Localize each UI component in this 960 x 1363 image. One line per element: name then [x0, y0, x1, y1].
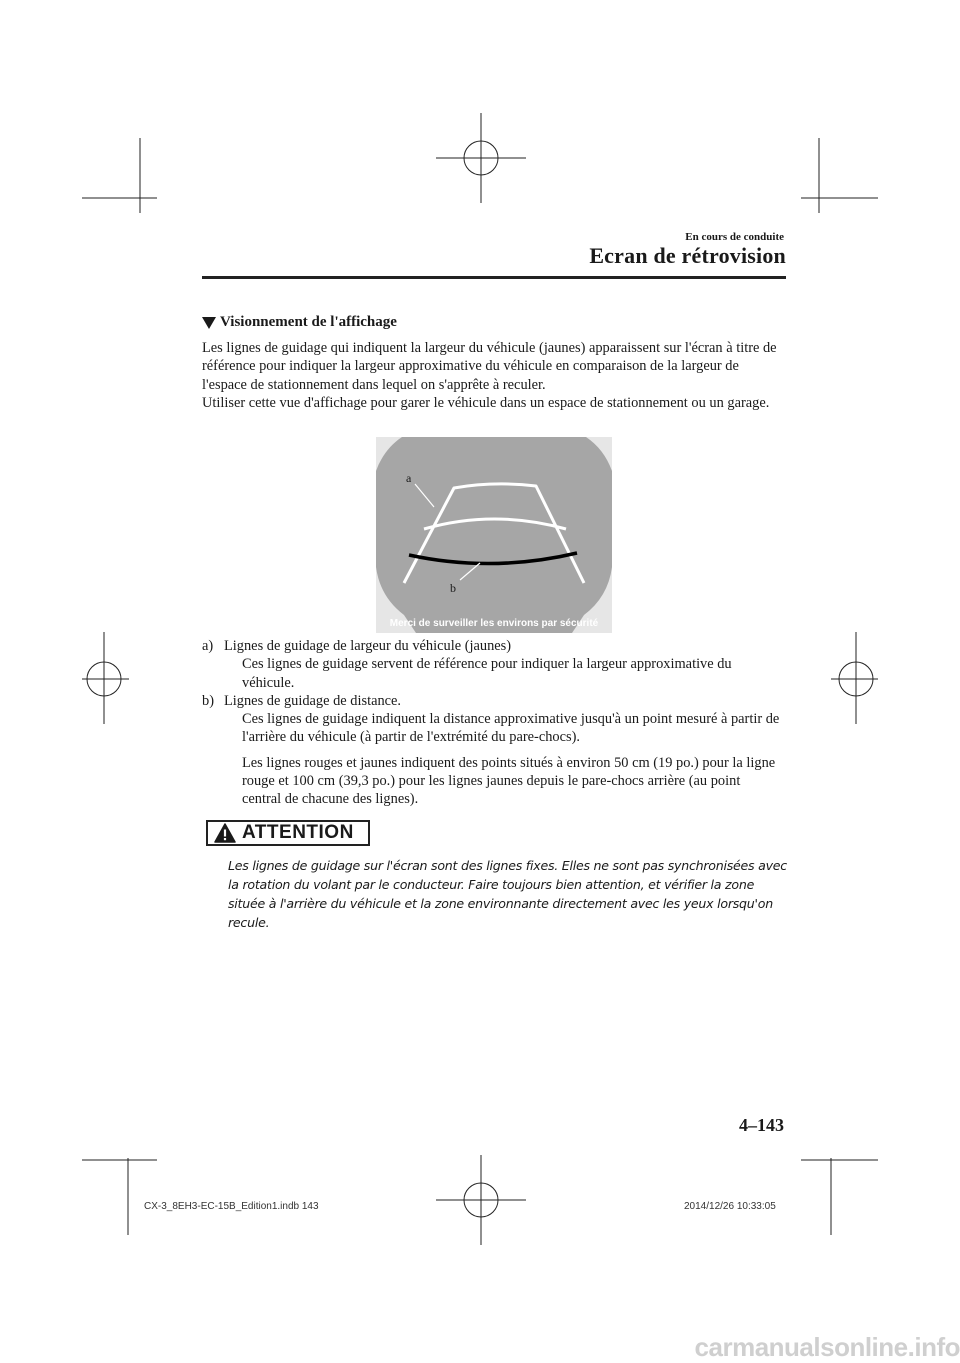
legend-description: Ces lignes de guidage servent de référence pour indiquer la largeur approximative du véhicule.	[242, 656, 732, 691]
attention-box	[206, 820, 370, 846]
legend-description: Les lignes rouges et jaunes indiquent des points situés à environ 50 cm (19 po.) pour la ligne rouge et 100 cm (39,3 po.) pour les lignes jaunes depuis le pare-chocs arrière (au point central de chacune des lignes).	[242, 754, 776, 808]
legend-item-a	[202, 637, 782, 692]
body-paragraph: Utiliser cette vue d'affichage pour garer le véhicule dans un espace de stationnement ou un garage.	[202, 394, 770, 411]
legend-label: b)	[202, 692, 214, 709]
registration-target	[82, 632, 129, 724]
registration-target	[436, 113, 526, 203]
page-number: 4–143	[739, 1115, 784, 1135]
section-title-text: Visionnement de l'affichage	[220, 314, 397, 330]
figure-legend	[202, 637, 782, 809]
body-paragraph: Les lignes de guidage qui indiquent la largeur du véhicule (jaunes) apparaissent sur l'écran à titre de référence pour indiquer la largeur approximative du véhicule en comparaison de la largeur de l'espace de stationnement dans lequel on s'apprête à reculer.	[202, 340, 777, 393]
callout-label-b: b	[450, 581, 456, 595]
header-rule	[202, 276, 786, 279]
legend-title: Lignes de guidage de distance.	[224, 692, 402, 709]
footer-file: CX-3_8EH3-EC-15B_Edition1.indb 143	[144, 1201, 319, 1212]
footer-timestamp: 2014/12/26 10:33:05	[684, 1201, 776, 1212]
legend-title: Lignes de guidage de largeur du véhicule (jaunes)	[224, 638, 512, 654]
camera-display-figure	[376, 437, 612, 633]
warning-triangle-icon	[214, 823, 236, 843]
attention-text: Les lignes de guidage sur l'écran sont des lignes fixes. Elles ne sont pas synchronisées avec la rotation du volant par le conducteur. Faire toujours bien attention, et vérifier la zone située à l'arrière du véhicule et la zone environnante directement avec les yeux lorsqu'on recule.	[228, 858, 787, 930]
registration-target	[831, 632, 878, 724]
callout-label-a: a	[406, 471, 412, 485]
registration-target	[436, 1155, 526, 1245]
legend-description: Ces lignes de guidage indiquent la distance approximative jusqu'à un point mesuré à partir de l'arrière du véhicule (à partir de l'extrémité du pare-chocs).	[242, 711, 780, 746]
section-title	[202, 314, 397, 331]
display-background	[376, 437, 612, 633]
display-banner-text: Merci de surveiller les environs par sécurité	[389, 618, 599, 629]
chapter-header: En cours de conduite	[685, 231, 784, 243]
attention-heading: ATTENTION	[242, 822, 354, 843]
page-title: Ecran de rétrovision	[589, 243, 786, 268]
watermark: carmanualsonline.info	[694, 1332, 960, 1362]
legend-label: a)	[202, 638, 214, 654]
section-body	[202, 339, 782, 412]
triangle-down-icon	[202, 317, 216, 329]
legend-item-b	[202, 692, 782, 809]
